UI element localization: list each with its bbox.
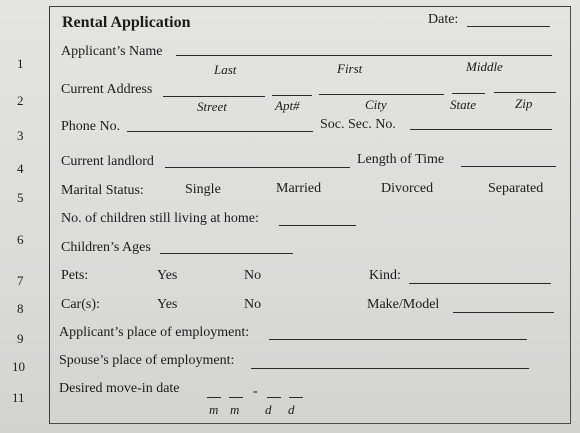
marital-status-label: Marital Status: [61,183,144,198]
phone-label: Phone No. [61,119,121,134]
name-last-caption: Last [214,62,237,77]
make-model-label: Make/Model [367,297,440,312]
address-zip-caption: Zip [515,96,533,111]
address-street-line[interactable] [163,96,265,97]
children-at-home-label: No. of children still living at home: [61,211,259,226]
date-field-line[interactable] [467,26,550,27]
cars-yes-option[interactable]: Yes [157,297,178,312]
move-in-day-digit-2[interactable] [289,397,303,398]
cars-no-option[interactable]: No [244,297,262,312]
applicant-name-field-line[interactable] [176,55,552,56]
make-model-field-line[interactable] [453,312,554,313]
address-apt-caption: Apt# [275,98,300,113]
spouse-employment-label: Spouse’s place of employment: [59,353,235,368]
children-at-home-field-line[interactable] [279,225,356,226]
move-in-month-digit-2[interactable] [229,397,243,398]
move-in-date-label: Desired move-in date [59,381,180,396]
row-number-6: 6 [17,232,24,247]
cars-label: Car(s): [61,297,100,312]
date-format-m2: m [230,402,240,417]
address-zip-line[interactable] [494,92,556,93]
address-apt-line[interactable] [272,95,312,96]
marital-option-divorced[interactable]: Divorced [381,181,434,196]
ssn-label: Soc. Sec. No. [320,117,396,132]
date-format-d2: d [288,402,295,417]
childrens-ages-label: Children’s Ages [61,240,151,255]
row-number-9: 9 [17,331,24,346]
ssn-field-line[interactable] [410,129,552,130]
row-number-7: 7 [17,273,24,288]
move-in-date-separator: - [253,384,258,399]
address-city-line[interactable] [319,94,444,95]
landlord-field-line[interactable] [165,167,350,168]
date-label: Date: [428,12,459,27]
name-first-caption: First [337,61,363,76]
spouse-employment-field-line[interactable] [251,368,529,369]
address-city-caption: City [365,97,387,112]
pets-label: Pets: [61,268,89,283]
row-number-11: 11 [12,390,25,405]
length-of-time-label: Length of Time [357,152,445,167]
row-number-5: 5 [17,190,24,205]
row-number-3: 3 [17,128,24,143]
move-in-day-digit-1[interactable] [267,397,281,398]
address-state-caption: State [450,97,476,112]
pets-no-option[interactable]: No [244,268,262,283]
pet-kind-field-line[interactable] [409,283,551,284]
marital-option-single[interactable]: Single [185,182,221,197]
date-format-d1: d [265,402,272,417]
pets-yes-option[interactable]: Yes [157,268,178,283]
current-address-label: Current Address [61,82,153,97]
row-number-2: 2 [17,93,24,108]
name-middle-caption: Middle [466,59,503,74]
marital-option-separated[interactable]: Separated [488,181,544,196]
form-title: Rental Application [62,14,191,31]
row-number-4: 4 [17,161,24,176]
applicant-employment-field-line[interactable] [269,339,527,340]
address-street-caption: Street [197,99,227,114]
applicant-name-label: Applicant’s Name [61,44,163,59]
row-number-8: 8 [17,301,24,316]
applicant-employment-label: Applicant’s place of employment: [59,325,250,340]
current-landlord-label: Current landlord [61,154,154,169]
childrens-ages-field-line[interactable] [160,253,293,254]
address-state-line[interactable] [452,93,485,94]
date-format-m1: m [209,402,219,417]
row-number-10: 10 [12,359,25,374]
row-number-1: 1 [17,56,24,71]
marital-option-married[interactable]: Married [276,181,322,196]
length-of-time-field-line[interactable] [461,166,556,167]
move-in-month-digit-1[interactable] [207,397,221,398]
phone-field-line[interactable] [127,131,313,132]
pet-kind-label: Kind: [369,268,401,283]
